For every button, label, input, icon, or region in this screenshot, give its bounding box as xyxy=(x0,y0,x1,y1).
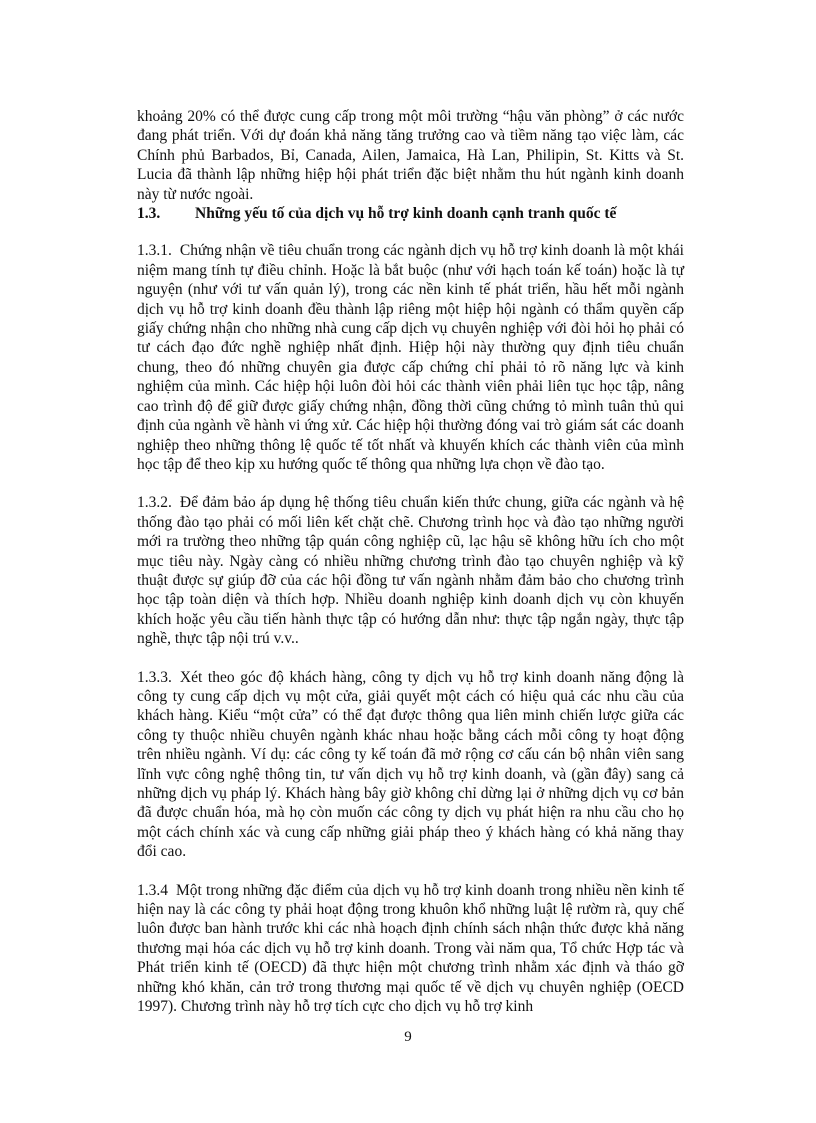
paragraph-text: Xét theo góc độ khách hàng, công ty dịch vụ hỗ trợ kinh doanh năng động là công ty cung cấp dịch vụ một cửa, giải quyết một cách có hiệu quả các nhu cầu của khách hàng. Kiểu “một cửa” có thể đạt được thông qua liên minh chiến lược giữa các công ty thuộc nhiều chuyên ngành khác nhau hoặc bằng cách mỗi công ty hoạt động trên nhiều ngành. Ví dụ: các công ty kế toán đã mở rộng cơ cấu cán bộ nhân viên sang lĩnh vực công nghệ thông tin, tư vấn dịch vụ hỗ trợ kinh doanh, và (gần đây) sang cả những dịch vụ pháp lý. Khách hàng bây giờ không chỉ dừng lại ở những dịch vụ cơ bản đã được chuẩn hóa, mà họ còn muốn các công ty dịch vụ phát hiện ra nhu cầu cho họ một cách chính xác và cung cấp những giải pháp theo ý khách hàng có khả năng thay đổi cao. xyxy=(137,668,684,861)
paragraph-text: Chứng nhận về tiêu chuẩn trong các ngành dịch vụ hỗ trợ kinh doanh là một khái niệm mang tính tự điều chỉnh. Hoặc là bắt buộc (như với hạch toán kế toán) hoặc là tự nguyện (như với tư vấn quản lý), trong các nền kinh tế phát triển, hầu hết mỗi ngành dịch vụ hỗ trợ kinh doanh đều thành lập riêng một hiệp hội ngành có thẩm quyền cấp giấy chứng nhận cho những nhà cung cấp dịch vụ chuyên nghiệp với đòi hỏi họ phải có tư cách đạo đức nghề nghiệp nhất định. Hiệp hội này thường quy định tiêu chuẩn chung, theo đó những chuyên gia được cấp chứng chỉ phải tỏ rõ năng lực và kinh nghiệm của mình. Các hiệp hội luôn đòi hỏi các thành viên phải liên tục học tập, nâng cao trình độ để giữ được giấy chứng nhận, đồng thời cũng chứng tỏ mình tuân thủ qui định của ngành về hành vi ứng xử. Các hiệp hội thường đóng vai trò giám sát các doanh nghiệp theo những thông lệ quốc tế tốt nhất và khuyến khích các thành viên của mình học tập để theo kịp xu hướng quốc tế thông qua những lựa chọn về đào tạo. xyxy=(137,242,684,473)
paragraph-number: 1.3.3. xyxy=(137,668,172,686)
paragraph-1-3-2 xyxy=(137,493,684,648)
paragraph-number: 1.3.1. xyxy=(137,242,172,260)
page-number: 9 xyxy=(404,1029,412,1045)
section-title: Những yếu tố của dịch vụ hỗ trợ kinh doanh cạnh tranh quốc tế xyxy=(195,205,617,223)
section-number: 1.3. xyxy=(137,205,161,223)
paragraph-number: 1.3.2. xyxy=(137,494,172,512)
paragraph-number: 1.3.4 xyxy=(137,881,168,899)
paragraph-1-3-3 xyxy=(137,668,684,862)
paragraph-1-3-1 xyxy=(137,241,684,474)
intro-paragraph: khoảng 20% có thể được cung cấp trong một môi trường “hậu văn phòng” ở các nước đang phát triển. Với dự đoán khả năng tăng trưởng cao và tiềm năng tạo việc làm, các Chính phủ Barbados, Bỉ, Canada, Ailen, Jamaica, Hà Lan, Philipin, St. Kitts và St. Lucia đã thành lập những hiệp hội phát triển đặc biệt nhằm thu hút ngành kinh doanh này từ nước ngoài. xyxy=(137,108,684,203)
paragraph-1-3-4 xyxy=(137,881,684,1017)
page-body xyxy=(137,107,684,1035)
paragraph-text: Để đảm bảo áp dụng hệ thống tiêu chuẩn kiến thức chung, giữa các ngành và hệ thống đào tạo phải có mối liên kết chặt chẽ. Chương trình học và đào tạo những người mới ra trường theo những tập quán công nghiệp cũ, lạc hậu sẽ không hữu ích cho một mục tiêu này. Ngày càng có nhiều những chương trình đào tạo chuyên nghiệp và kỹ thuật được sự giúp đỡ của các hội đồng tư vấn ngành nhằm đảm bảo cho chương trình học tập toàn diện và thích hợp. Nhiều doanh nghiệp kinh doanh dịch vụ còn khuyến khích hoặc yêu cầu tiến hành thực tập có hướng dẫn như: thực tập ngắn ngày, thực tập nghề, thực tập nội trú v.v.. xyxy=(137,494,684,648)
section-heading xyxy=(137,204,684,223)
paragraph-text: Một trong những đặc điểm của dịch vụ hỗ trợ kinh doanh trong nhiều nền kinh tế hiện nay là các công ty phải hoạt động trong khuôn khổ những luật lệ rườm rà, quy chế luôn được ban hành trước khi các nhà hoạch định chính sách nhận thức được khả năng thương mại hóa các dịch vụ hỗ trợ kinh doanh. Trong vài năm qua, Tổ chức Hợp tác và Phát triển kinh tế (OECD) đã thực hiện một chương trình nhằm xác định và tháo gỡ những khó khăn, cản trở trong thương mại quốc tế về dịch vụ chuyên nghiệp (OECD 1997). Chương trình này hỗ trợ tích cực cho dịch vụ hỗ trợ kinh xyxy=(137,881,684,1016)
